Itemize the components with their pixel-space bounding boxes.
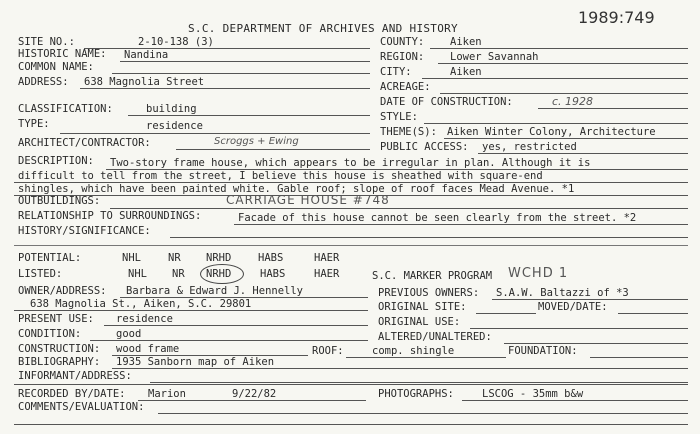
date-construction-value: c. 1928 (552, 95, 594, 108)
classification-line (128, 115, 370, 116)
informant-line (150, 382, 688, 383)
city-label: CITY: (380, 66, 412, 78)
historic-name-value: Nandina (124, 49, 169, 61)
outbuildings-label: OUTBUILDINGS: (18, 195, 101, 207)
owner-address: 638 Magnolia St., Aiken, S.C. 29801 (30, 298, 252, 310)
condition-label: CONDITION: (18, 328, 82, 340)
themes-line (444, 138, 688, 139)
history-line (170, 237, 688, 238)
original-use-label: ORIGINAL USE: (378, 316, 461, 328)
region-value: Lower Savannah (450, 51, 539, 63)
photographs-line (462, 400, 688, 401)
classification-label: CLASSIFICATION: (18, 103, 113, 115)
bibliography-label: BIBLIOGRAPHY: (18, 356, 101, 368)
architect-label: ARCHITECT/CONTRACTOR: (18, 137, 151, 149)
recorded-date: 9/22/82 (232, 388, 277, 400)
public-access-line (478, 153, 688, 154)
architect-value: Scroggs + Ewing (214, 136, 299, 147)
nrhd-circle-mark (200, 264, 244, 284)
divider (14, 245, 688, 246)
marker-label: S.C. MARKER PROGRAM (372, 270, 493, 282)
description-line-2: difficult to tell from the street, I believe this house is sheathed with square-end (18, 170, 543, 182)
moved-date-line (618, 313, 688, 314)
region-label: REGION: (380, 51, 425, 63)
county-label: COUNTY: (380, 36, 425, 48)
themes-label: THEME(S): (380, 126, 437, 138)
foundation-line (590, 357, 688, 358)
accession-number: 1989:749 (578, 8, 655, 27)
historic-name-line (120, 61, 370, 62)
style-label: STYLE: (380, 111, 418, 123)
description-label: DESCRIPTION: (18, 155, 94, 167)
listed-nr: NR (172, 268, 185, 280)
potential-label: POTENTIAL: (18, 252, 82, 264)
public-access-label: PUBLIC ACCESS: (380, 141, 469, 153)
recorded-name: Marion (148, 388, 186, 400)
owner-address-line (14, 310, 368, 311)
description-line-3: shingles, which have been painted white. Gable roof; slope of roof faces Mead Avenue. *1 (18, 183, 575, 195)
date-construction-label: DATE OF CONSTRUCTION: (380, 96, 513, 108)
potential-nr: NR (168, 252, 181, 264)
bibliography-value: 1935 Sanborn map of Aiken (116, 356, 275, 368)
original-site-line (476, 313, 536, 314)
listed-label: LISTED: (18, 268, 63, 280)
photographs-label: PHOTOGRAPHS: (378, 388, 454, 400)
comments-line (158, 413, 688, 414)
public-access-value: yes, restricted (482, 141, 577, 153)
style-line (424, 123, 688, 124)
listed-nhl: NHL (128, 268, 147, 280)
address-label: ADDRESS: (18, 76, 69, 88)
condition-value: good (116, 328, 142, 340)
altered-line (504, 343, 688, 344)
present-use-label: PRESENT USE: (18, 313, 94, 325)
potential-nhl: NHL (122, 252, 141, 264)
listed-habs: HABS (260, 268, 286, 280)
historic-name-label: HISTORIC NAME: (18, 48, 107, 60)
marker-value: WCHD 1 (508, 266, 569, 281)
listed-nrhd: NRHD (206, 268, 232, 280)
bibliography-line (112, 368, 688, 369)
comments-label: COMMENTS/EVALUATION: (18, 401, 145, 413)
original-use-line (470, 328, 688, 329)
roof-label: ROOF: (312, 345, 344, 357)
potential-nrhd: NRHD (206, 252, 232, 264)
roof-line (346, 357, 506, 358)
potential-haer: HAER (314, 252, 340, 264)
county-value: Aiken (450, 36, 482, 48)
date-construction-line (538, 108, 688, 109)
listed-haer: HAER (314, 268, 340, 280)
relationship-line (234, 224, 688, 225)
present-use-value: residence (116, 313, 173, 325)
informant-extra-line (14, 384, 688, 385)
architect-line (176, 149, 370, 150)
type-value: residence (146, 120, 203, 132)
previous-owners-value: S.A.W. Baltazzi of *3 (496, 287, 629, 299)
foundation-label: FOUNDATION: (508, 345, 578, 357)
city-line (422, 78, 688, 79)
potential-habs: HABS (258, 252, 284, 264)
previous-owners-label: PREVIOUS OWNERS: (378, 287, 480, 299)
address-line (80, 88, 370, 89)
moved-date-label: MOVED/DATE: (538, 301, 608, 313)
informant-label: INFORMANT/ADDRESS: (18, 370, 132, 382)
outbuildings-line (110, 208, 688, 209)
city-value: Aiken (450, 66, 482, 78)
construction-value: wood frame (116, 343, 180, 355)
relationship-label: RELATIONSHIP TO SURROUNDINGS: (18, 210, 202, 222)
condition-line (90, 340, 368, 341)
common-name-line (112, 73, 370, 74)
recorded-label: RECORDED BY/DATE: (18, 388, 126, 400)
acreage-label: ACREAGE: (380, 81, 431, 93)
previous-owners-line (492, 299, 688, 300)
acreage-line (440, 93, 688, 94)
owner-label: OWNER/ADDRESS: (18, 285, 107, 297)
type-label: TYPE: (18, 118, 50, 130)
site-no-label: SITE NO.: (18, 36, 75, 48)
themes-value: Aiken Winter Colony, Architecture (447, 126, 656, 138)
original-site-label: ORIGINAL SITE: (378, 301, 467, 313)
history-label: HISTORY/SIGNIFICANCE: (18, 225, 151, 237)
site-no-value: 2-10-138 (3) (138, 36, 214, 48)
roof-value: comp. shingle (372, 345, 455, 357)
relationship-value: Facade of this house cannot be seen clearly from the street. *2 (238, 212, 637, 224)
county-line (430, 48, 688, 49)
present-use-line (104, 325, 368, 326)
address-value: 638 Magnolia Street (84, 76, 205, 88)
classification-value: building (146, 103, 197, 115)
photographs-value: LSCOG - 35mm b&w (482, 388, 584, 400)
region-line (438, 63, 688, 64)
construction-label: CONSTRUCTION: (18, 343, 101, 355)
outbuildings-value: CARRIAGE HOUSE #748 (226, 193, 390, 207)
agency-header: S.C. DEPARTMENT OF ARCHIVES AND HISTORY (188, 22, 458, 35)
comments-extra-line (14, 424, 688, 425)
owner-name: Barbara & Edward J. Hennelly (126, 285, 304, 297)
altered-label: ALTERED/UNALTERED: (378, 331, 492, 343)
recorded-line (138, 400, 366, 401)
description-line-1: Two-story frame house, which appears to be irregular in plan. Although it is (110, 157, 591, 169)
common-name-label: COMMON NAME: (18, 61, 94, 73)
type-line (60, 133, 370, 134)
